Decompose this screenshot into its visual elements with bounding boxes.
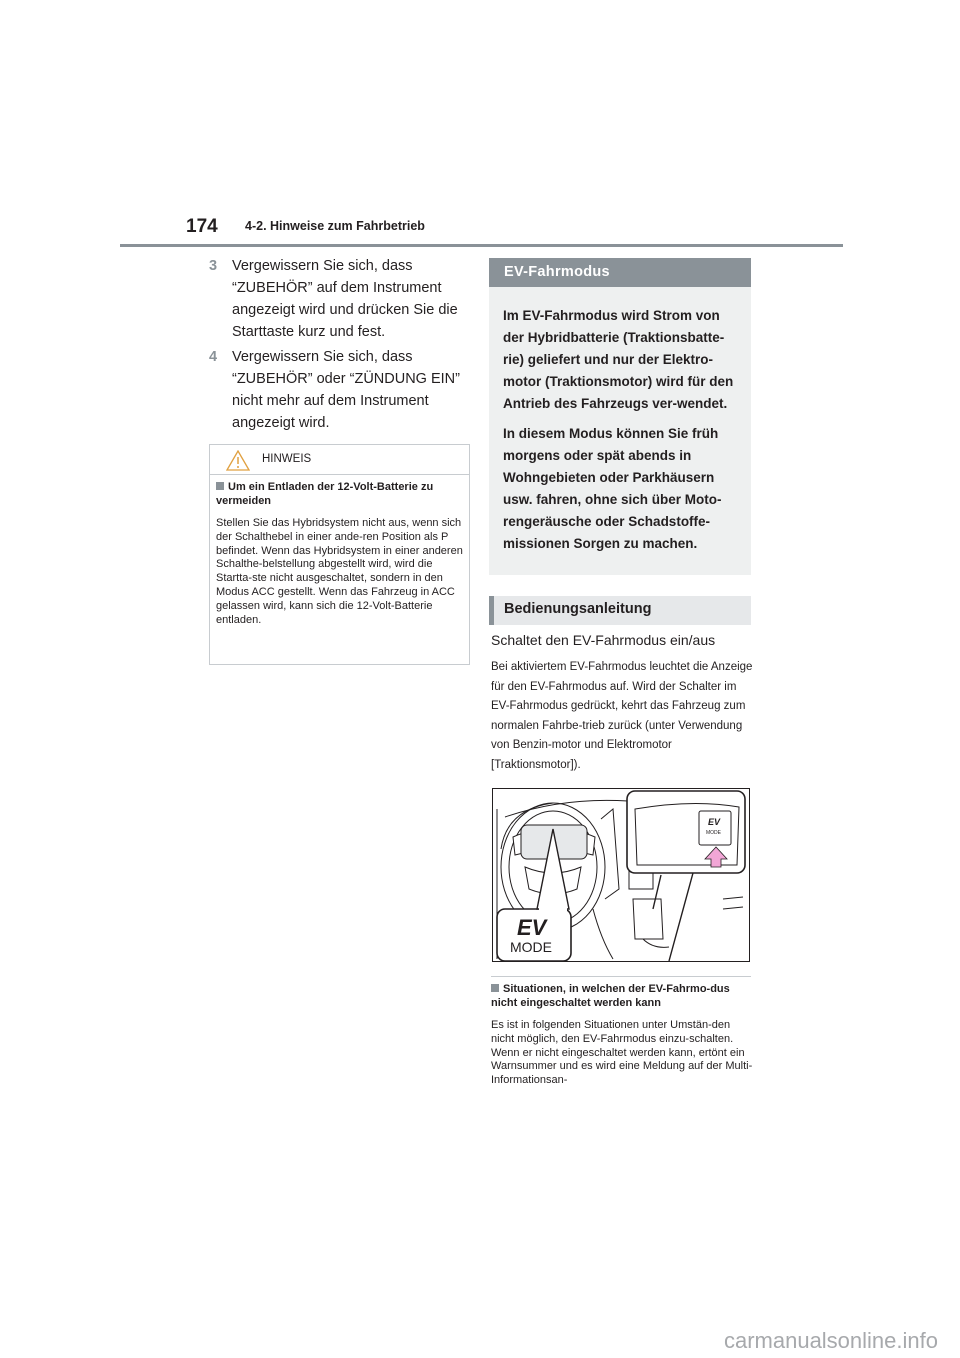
square-bullet-icon — [216, 482, 224, 490]
watermark: carmanualsonline.info — [723, 1328, 938, 1353]
situations-divider — [491, 976, 751, 977]
ev-mode-button-label-ev: EV — [517, 915, 547, 940]
note-label: HINWEIS — [262, 453, 312, 465]
switch-description: Bei aktiviertem EV-Fahrmodus leuchtet die Anzeige für den EV-Fahrmodus auf. Wird der Schalter im EV-Fahrmodus gedrückt, kehrt das Fahrzeug zum normalen Fahrbe-trieb zurück (unter Verwendung von Benzin-motor und Elektromotor [Traktionsmotor]). — [491, 661, 753, 771]
ev-mode-switch-label-mode: MODE — [706, 830, 721, 836]
note-box — [209, 444, 470, 665]
ev-mode-button-label-mode: MODE — [510, 939, 552, 955]
step-text: Vergewissern Sie sich, dass “ZUBEHÖR” auf dem Instrument angezeigt wird und drücken Sie die Starttaste kurz und fest. — [232, 258, 458, 340]
note-body: Stellen Sie das Hybridsystem nicht aus, wenn sich der Schalthebel in einer ande-ren Position als P befindet. Wenn das Hybridsystem in einer anderen Schalthe-belstellung abgestellt wird, wird die Startta-ste nicht ausgeschaltet, sondern in den Modus ACC gestellt. Wenn das Fahrzeug in ACC gelassen wird, kann sich die 12-Volt-Batterie entladen. — [216, 517, 463, 626]
dashboard-drawing — [493, 789, 749, 961]
ev-info-paragraph-2: In diesem Modus können Sie früh morgens oder spät abends in Wohngebieten oder Parkhäusern usw. fahren, ohne sich über Moto-rengeräusche oder Schadstoffe-missionen Sorgen zu machen. — [503, 426, 722, 551]
step-number: 3 — [209, 258, 218, 274]
switch-heading: Schaltet den EV-Fahrmodus ein/aus — [491, 632, 716, 648]
page-number: 174 — [186, 216, 218, 237]
ev-section-title: EV-Fahrmodus — [504, 264, 610, 280]
ev-info-paragraph-1: Im EV-Fahrmodus wird Strom von der Hybridbatterie (Traktionsbatte-rie) geliefert und nur der Elektro-motor (Traktionsmotor) wird für den Antrieb des Fahrzeugs ver-wendet. — [503, 308, 734, 411]
warning-icon — [226, 450, 250, 471]
situations-body: Es ist in folgenden Situationen unter Umstän-den nicht möglich, den EV-Fahrmodus einzu-schalten. Wenn er nicht eingeschaltet werden kann, ertönt ein Warnsummer und es wird eine Meldung auf der Multi-Informationsan- — [491, 1019, 753, 1087]
step-number: 4 — [209, 349, 218, 365]
header-divider — [120, 244, 843, 247]
situations-heading: Situationen, in welchen der EV-Fahrmo-dus nicht eingeschaltet werden kann — [491, 983, 730, 1009]
ev-mode-illustration — [492, 788, 750, 962]
note-header — [210, 445, 469, 475]
section-title: 4-2. Hinweise zum Fahrbetrieb — [245, 219, 425, 233]
square-bullet-icon — [491, 984, 499, 992]
operation-section-title: Bedienungsanleitung — [504, 601, 652, 617]
note-subheading: Um ein Entladen der 12-Volt-Batterie zu vermeiden — [216, 481, 434, 507]
ev-mode-switch-label-ev: EV — [708, 817, 721, 827]
step-text: Vergewissern Sie sich, dass “ZUBEHÖR” oder “ZÜNDUNG EIN” nicht mehr auf dem Instrument angezeigt wird. — [232, 349, 460, 431]
ev-section-header — [489, 258, 751, 287]
operation-section-header — [489, 596, 751, 625]
ev-info-box — [489, 287, 751, 575]
